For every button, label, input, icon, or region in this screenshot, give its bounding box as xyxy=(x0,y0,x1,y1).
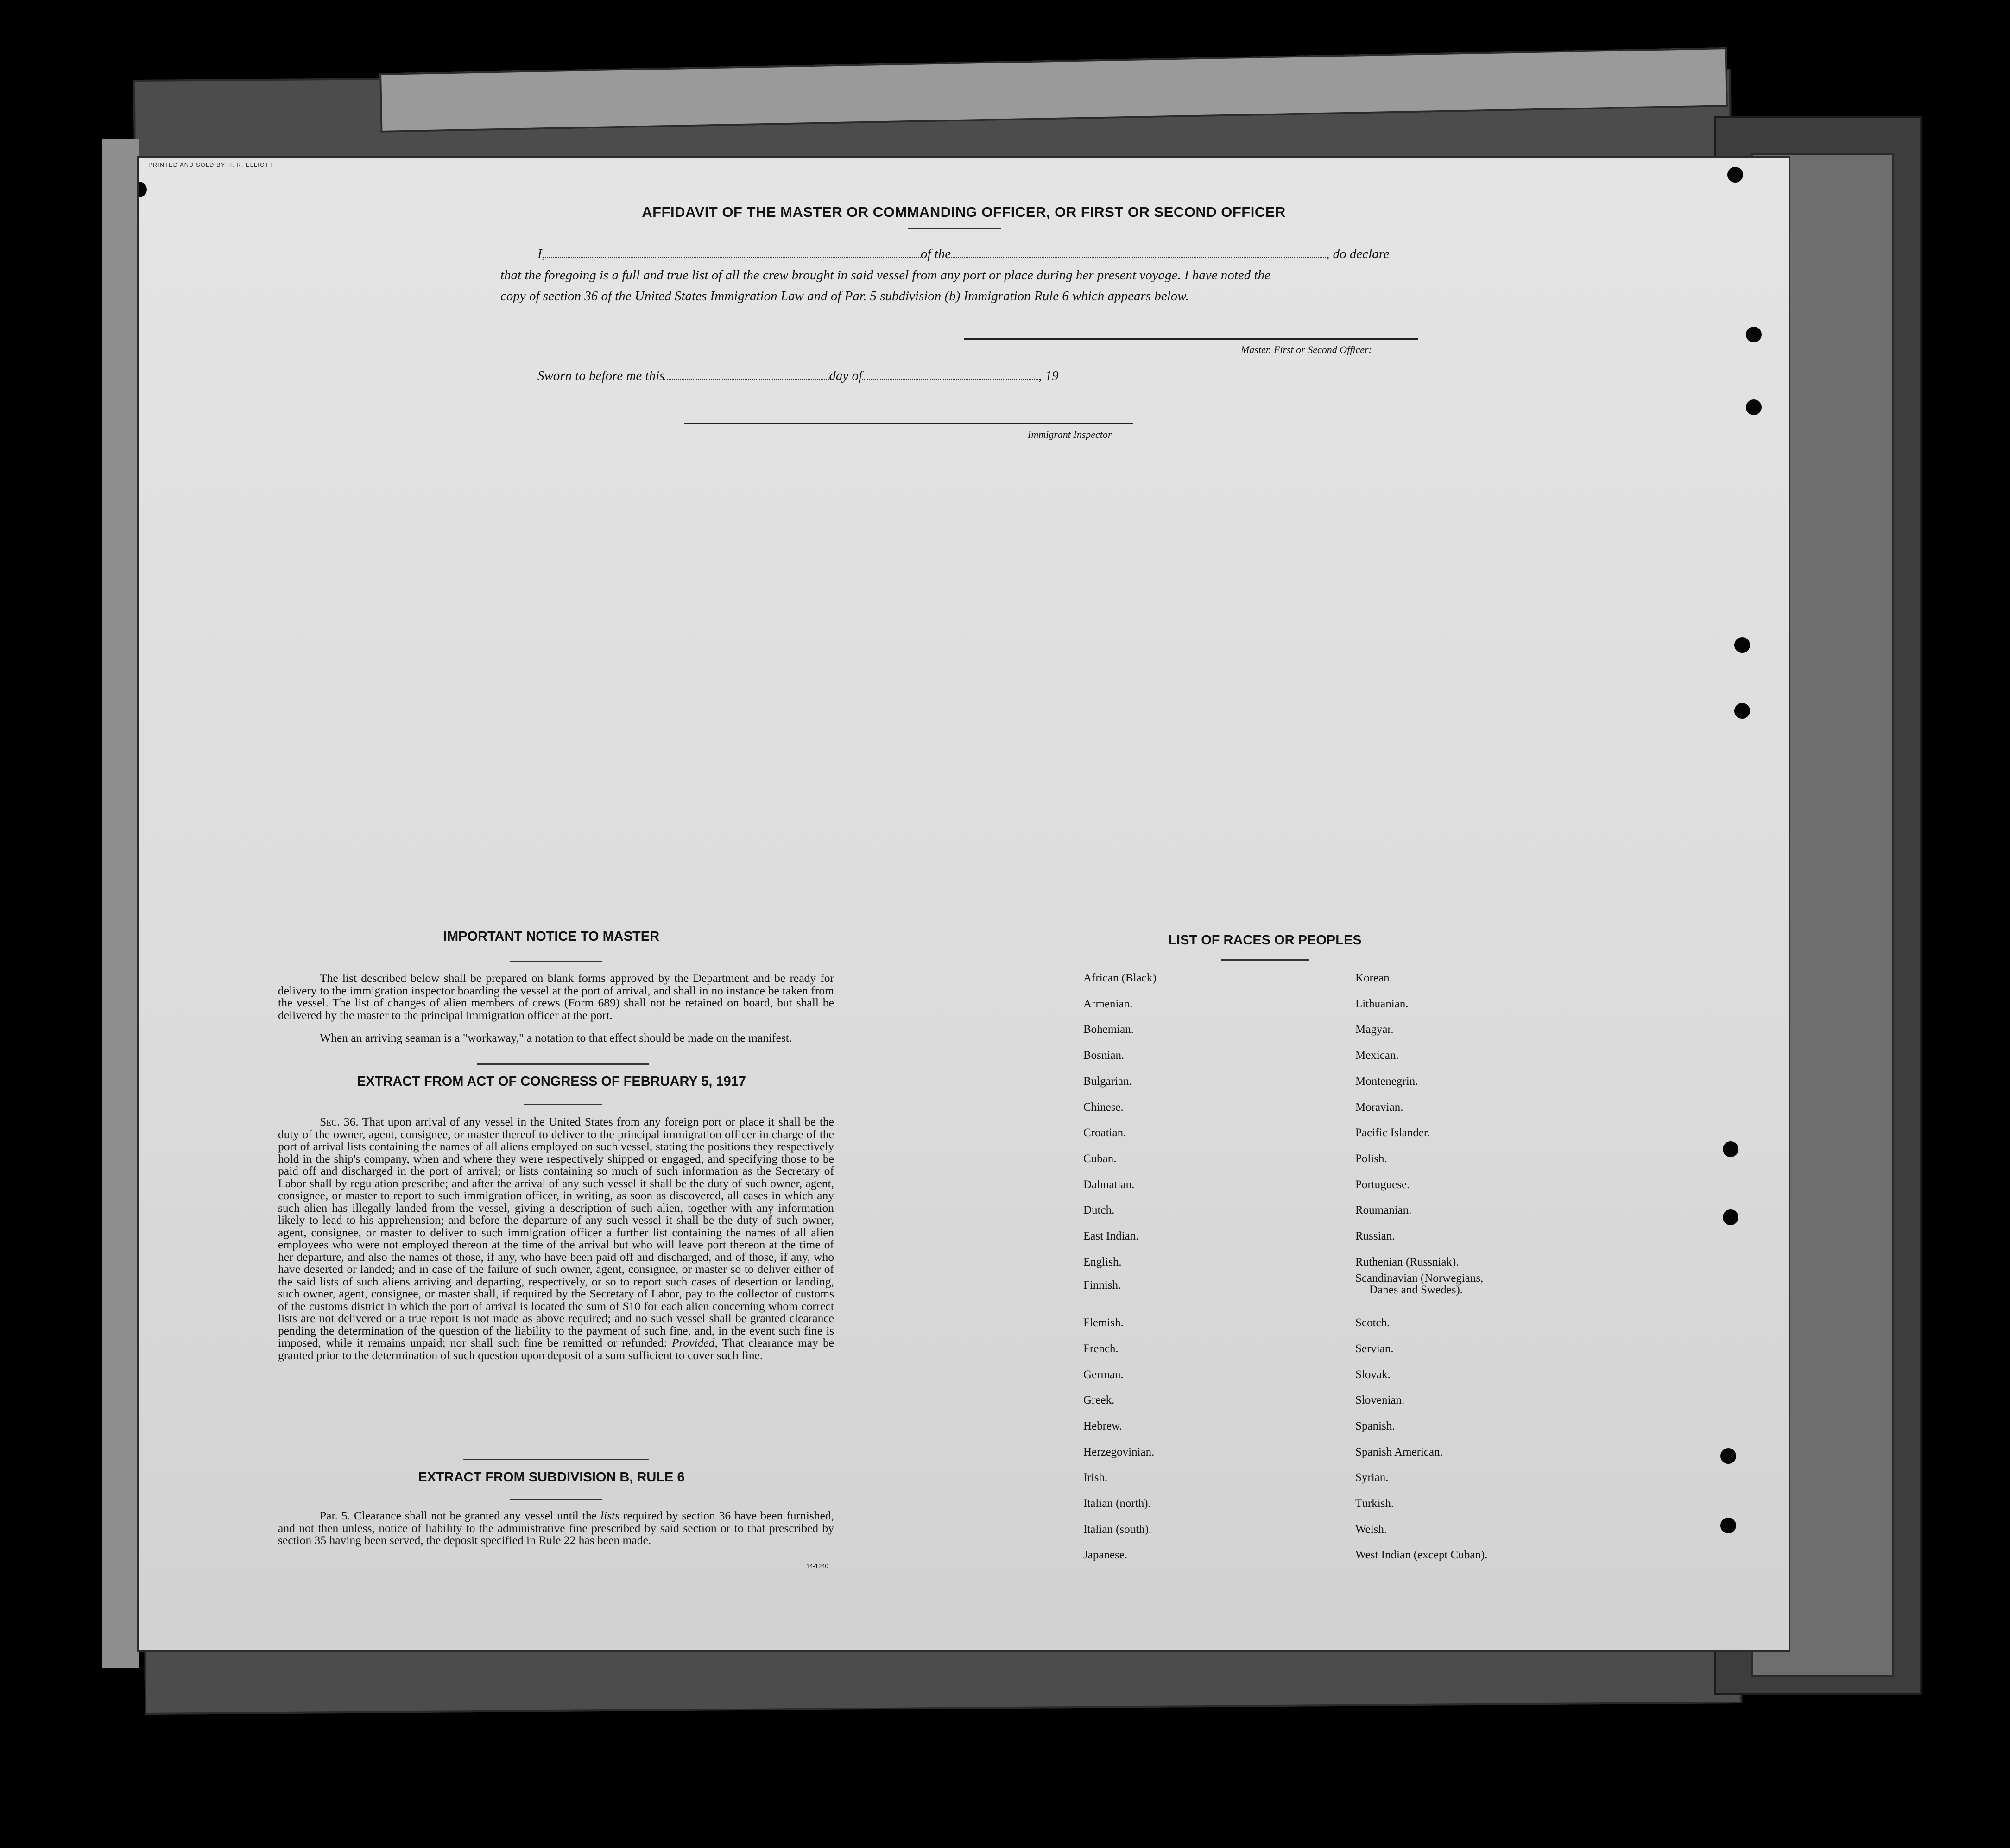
affidavit-statement-line: copy of section 36 of the United States Immigration Law and of Par. 5 subdivision (b) Immigration Rule 6 which appears below. xyxy=(500,289,1189,304)
inspector-signature-line[interactable] xyxy=(684,423,1133,424)
race-item: Scandinavian (Norwegians, Danes and Swedes). xyxy=(1355,1272,1484,1296)
races-title: LIST OF RACES OR PEOPLES xyxy=(1168,933,1362,948)
race-item: Italian (north). xyxy=(1083,1497,1151,1510)
race-item-continuation: Danes and Swedes). xyxy=(1369,1283,1463,1296)
race-item: Japanese. xyxy=(1083,1549,1128,1562)
race-item: Korean. xyxy=(1355,972,1392,984)
master-signature-line[interactable] xyxy=(964,338,1418,340)
race-item: African (Black) xyxy=(1083,972,1157,984)
race-item: Bosnian. xyxy=(1083,1049,1125,1062)
race-item: Syrian. xyxy=(1355,1471,1389,1484)
affidavit-declaration-line xyxy=(537,247,1390,262)
rule-divider xyxy=(510,1499,602,1500)
affidavit-i-label: I, xyxy=(537,247,545,261)
punch-hole-icon xyxy=(1720,1448,1736,1464)
act-divider xyxy=(524,1104,602,1105)
vessel-name-field[interactable] xyxy=(951,247,1326,258)
section-divider xyxy=(463,1459,649,1460)
section-divider xyxy=(477,1063,649,1065)
race-item: Russian. xyxy=(1355,1230,1395,1242)
section-label: Sec. 36. xyxy=(320,1115,359,1128)
race-item: Welsh. xyxy=(1355,1523,1387,1536)
race-item: English. xyxy=(1083,1255,1122,1268)
race-item: Bohemian. xyxy=(1083,1023,1134,1036)
race-item: Chinese. xyxy=(1083,1101,1124,1114)
race-item: Greek. xyxy=(1083,1394,1115,1407)
day-of-label: day of xyxy=(829,368,863,383)
race-item: Portuguese. xyxy=(1355,1178,1410,1191)
notice-title: IMPORTANT NOTICE TO MASTER xyxy=(443,929,660,944)
race-item: Lithuanian. xyxy=(1355,997,1409,1010)
race-item: Slovenian. xyxy=(1355,1394,1405,1407)
race-item: Dutch. xyxy=(1083,1204,1115,1217)
sworn-month-field[interactable] xyxy=(862,369,1038,380)
race-item: Croatian. xyxy=(1083,1127,1126,1139)
punch-hole-icon xyxy=(139,182,147,197)
punch-hole-icon xyxy=(1723,1141,1738,1157)
affidavit-statement-line: that the foregoing is a full and true list of all the crew brought in said vessel from any port or place during her present voyage. I have noted the xyxy=(500,268,1270,283)
punch-hole-icon xyxy=(1723,1209,1738,1225)
document-page xyxy=(139,158,1789,1650)
punch-hole-icon xyxy=(1727,167,1743,183)
affidavit-declare-label: , do declare xyxy=(1326,247,1390,261)
punch-hole-icon xyxy=(1746,327,1762,342)
race-item: Roumanian. xyxy=(1355,1204,1412,1217)
race-item: Scotch. xyxy=(1355,1316,1390,1329)
printer-imprint: PRINTED AND SOLD BY H. R. ELLIOTT xyxy=(148,161,273,168)
punch-hole-icon xyxy=(1734,637,1750,653)
background-sheet-edge xyxy=(102,139,139,1668)
race-item: German. xyxy=(1083,1368,1124,1381)
race-item: Finnish. xyxy=(1083,1278,1121,1291)
race-item: Cuban. xyxy=(1083,1152,1117,1165)
officer-name-field[interactable] xyxy=(545,247,921,258)
race-item: Hebrew. xyxy=(1083,1419,1122,1432)
notice-divider xyxy=(510,961,602,962)
race-item: Montenegrin. xyxy=(1355,1075,1418,1088)
race-item: East Indian. xyxy=(1083,1230,1139,1242)
race-item: Slovak. xyxy=(1355,1368,1391,1381)
races-divider xyxy=(1221,959,1309,961)
race-item: Mexican. xyxy=(1355,1049,1399,1062)
punch-hole-icon xyxy=(1720,1518,1736,1533)
inspector-signature-label: Immigrant Inspector xyxy=(1028,429,1112,440)
sworn-line xyxy=(537,368,1059,384)
sworn-day-field[interactable] xyxy=(664,369,829,380)
notice-paragraph: When an arriving seaman is a "workaway," a notation to that effect should be made on the manifest. xyxy=(320,1031,792,1044)
race-item: Armenian. xyxy=(1083,997,1133,1010)
form-number: 14-1240 xyxy=(806,1563,828,1570)
punch-hole-icon xyxy=(1746,399,1762,415)
race-item: West Indian (except Cuban). xyxy=(1355,1549,1488,1562)
race-item: Moravian. xyxy=(1355,1101,1403,1114)
rule-extract-title: EXTRACT FROM SUBDIVISION B, RULE 6 xyxy=(418,1470,685,1485)
race-item: Herzegovinian. xyxy=(1083,1445,1155,1458)
race-item: Spanish. xyxy=(1355,1419,1395,1432)
race-item: Bulgarian. xyxy=(1083,1075,1132,1088)
affidavit-of-label: of the xyxy=(920,247,951,261)
sworn-label: Sworn to before me this xyxy=(537,368,665,383)
act-extract-title: EXTRACT FROM ACT OF CONGRESS OF FEBRUARY 5, 1917 xyxy=(356,1074,746,1089)
race-item: Irish. xyxy=(1083,1471,1108,1484)
race-item: Ruthenian (Russniak). xyxy=(1355,1255,1459,1268)
master-signature-label: Master, First or Second Officer: xyxy=(1241,344,1372,355)
race-item: Turkish. xyxy=(1355,1497,1394,1510)
sworn-year-label: , 19 xyxy=(1038,368,1059,383)
punch-hole-icon xyxy=(1734,703,1750,719)
race-item: Dalmatian. xyxy=(1083,1178,1135,1191)
race-item: Italian (south). xyxy=(1083,1523,1152,1536)
race-item: Flemish. xyxy=(1083,1316,1124,1329)
race-item: Magyar. xyxy=(1355,1023,1394,1036)
title-divider xyxy=(908,228,1001,229)
affidavit-title: AFFIDAVIT OF THE MASTER OR COMMANDING OFFICER, OR FIRST OR SECOND OFFICER xyxy=(642,204,1286,220)
race-item: Pacific Islander. xyxy=(1355,1127,1430,1139)
race-item: Polish. xyxy=(1355,1152,1387,1165)
race-item: Spanish American. xyxy=(1355,1445,1443,1458)
race-item: French. xyxy=(1083,1342,1119,1355)
race-item: Servian. xyxy=(1355,1342,1394,1355)
notice-paragraph: The list described below shall be prepared on blank forms approved by the Department and be ready for delivery to the immigration inspector boarding the vessel at the port of arrival, and shall in no instance be taken from the vessel. The list of changes of alien members of crews (Form 689) shall not be retained on board, but shall be delivered by the master to the principal immigration officer at the port. xyxy=(278,971,834,1022)
rule-extract-paragraph: Par. 5. Clearance shall not be granted any vessel until the lists required by section 36 have been furnished, and not then unless, notice of liability to the administrative fine prescribed by said section or to that prescribed by section 35 having been served, the deposit specified in Rule 22 has been made. xyxy=(278,1509,834,1547)
act-extract-paragraph: Sec. 36. That upon arrival of any vessel in the United States from any foreign port or place it shall be the duty of the owner, agent, consignee, or master thereof to deliver to the principal immigration officer in charge of the port of arrival lists containing the names of all aliens employed on such vessel, stating the positions they respectively hold in the ship's company, when and where they were respectively shipped or engaged, and specifying those to be paid off and discharged in the port of arrival; or lists containing so much of such information as the Secretary of Labor shall by regulation prescribe; and after the arrival of any such vessel it shall be the duty of such owner, agent, consignee, or master to report to such immigration officer, in writing, as soon as discovered, all cases in which any such alien has illegally landed from the vessel, giving a description of such alien, together with any information likely to lead to his apprehension; and before the departure of any such vessel it shall be the duty of such owner, agent, consignee, or master to deliver to such immigration officer a further list containing the names of all alien employees who were not employed thereon at the time of the arrival but who will leave port thereon at the time of her departure, and also the names of those, if any, who have been paid off and discharged, and of those, if any, who have deserted or landed; and in case of the failure of such owner, agent, consignee, or master so to deliver either of the said lists of such aliens arriving and departing, respectively, or so to report such cases of desertion or landing, such owner, agent, consignee, or master shall, if required by the Secretary of Labor, pay to the collector of customs of the customs district in which the port of arrival is located the sum of $10 for each alien concerning whom correct lists are not delivered or a true report is not made as above required; and no such vessel shall be granted clearance pending the determination of the question of the liability to the payment of such fine, and, in the event such fine is imposed, while it remains unpaid; nor shall such fine be remitted or refunded: Provided, That clearance may be granted prior to the determination of such question upon deposit of a sum sufficient to cover such fine. xyxy=(278,1115,834,1362)
